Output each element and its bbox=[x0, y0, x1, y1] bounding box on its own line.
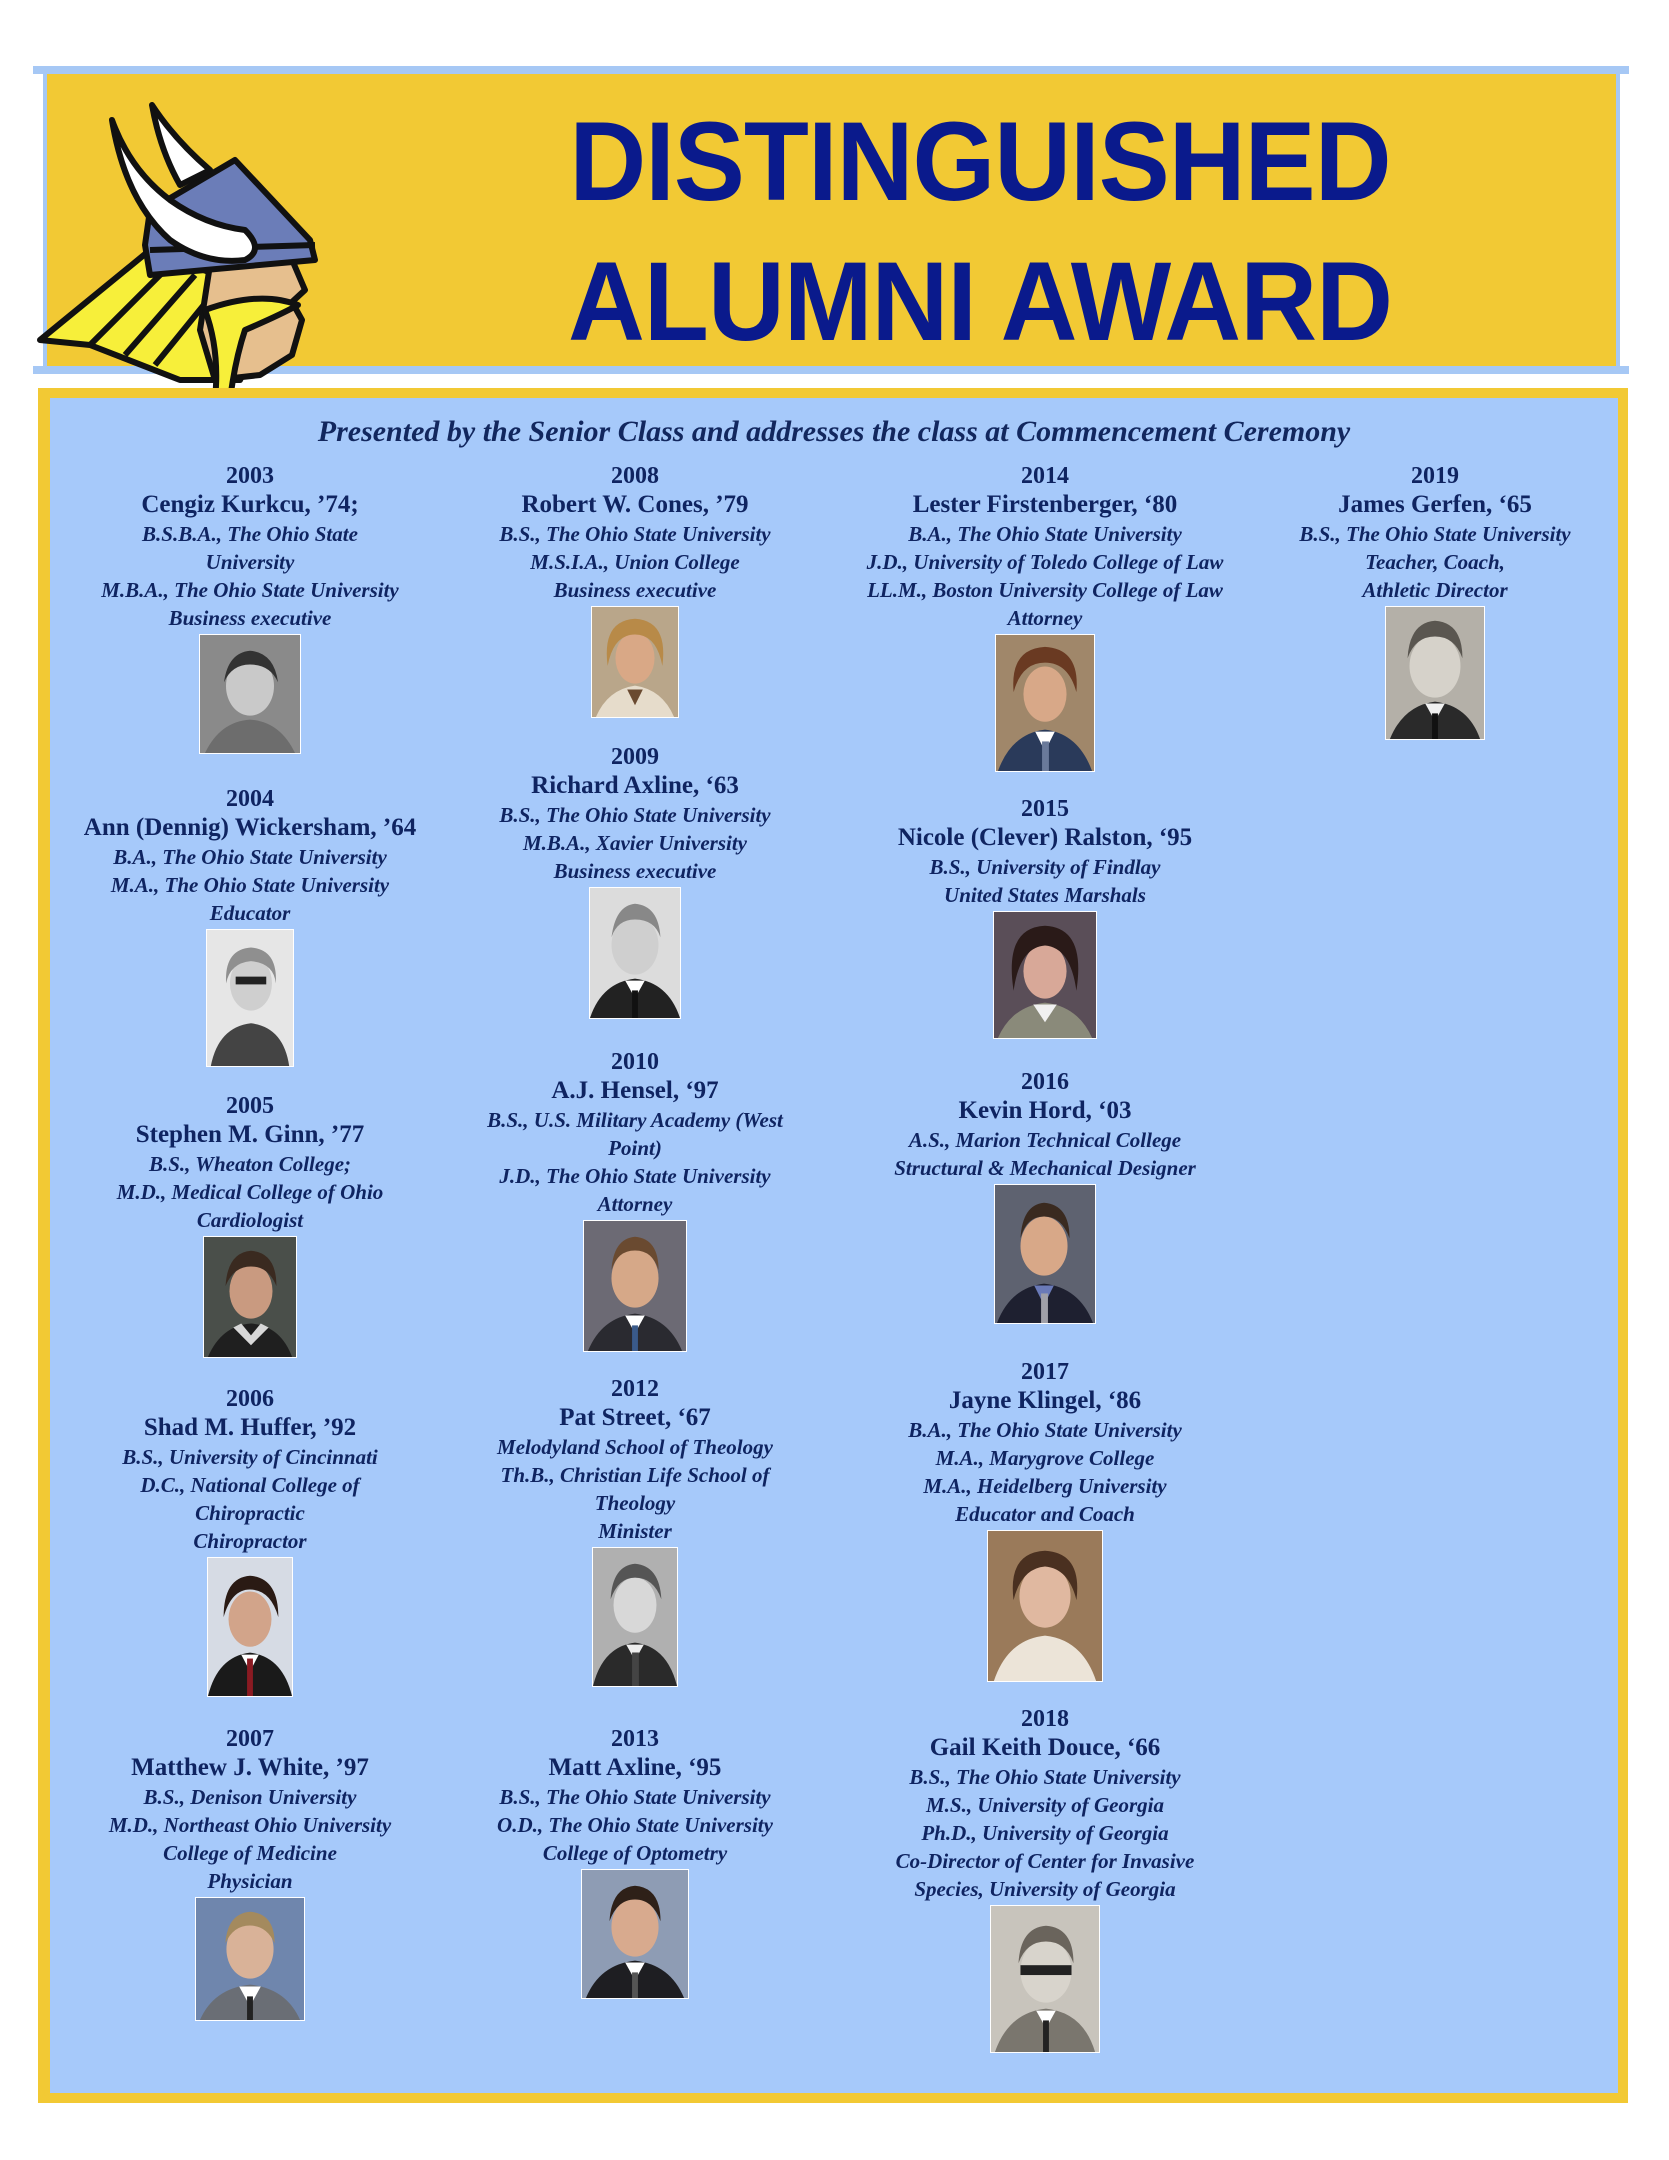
award-entry-2016 bbox=[840, 1068, 1250, 1324]
credential-line: B.S., U.S. Military Academy (West bbox=[487, 1108, 783, 1132]
credential-line: Business executive bbox=[553, 859, 717, 883]
credential-line: Structural & Mechanical Designer bbox=[894, 1156, 1196, 1180]
award-year: 2013 bbox=[611, 1726, 659, 1752]
credential-line: Attorney bbox=[597, 1192, 673, 1216]
credential-line: B.A., The Ohio State University bbox=[908, 522, 1182, 546]
credential-line: B.A., The Ohio State University bbox=[113, 845, 387, 869]
credential-line: Business executive bbox=[168, 606, 332, 630]
credential-line: B.A., The Ohio State University bbox=[908, 1418, 1182, 1442]
credential-line: Attorney bbox=[1007, 606, 1083, 630]
award-year: 2007 bbox=[226, 1726, 274, 1752]
portrait-photo bbox=[990, 1905, 1100, 2053]
award-entry-2008 bbox=[450, 462, 820, 718]
credential-line: Physician bbox=[207, 1869, 293, 1893]
title-line-1: DISTINGUISHED bbox=[569, 99, 1391, 224]
credential-line: LL.M., Boston University College of Law bbox=[867, 578, 1223, 602]
honoree-name: Lester Firstenberger, ‘80 bbox=[912, 491, 1178, 518]
honoree-name: Jayne Klingel, ‘86 bbox=[948, 1387, 1142, 1414]
award-entry-2003 bbox=[60, 462, 440, 754]
award-entry-2018 bbox=[840, 1705, 1250, 2053]
credential-line: Co-Director of Center for Invasive bbox=[895, 1849, 1195, 1873]
award-year: 2004 bbox=[226, 786, 274, 812]
award-entry-2009 bbox=[450, 743, 820, 1019]
award-entry-2019 bbox=[1250, 462, 1620, 740]
portrait-photo bbox=[195, 1897, 305, 2021]
credential-line: M.A., Heidelberg University bbox=[923, 1474, 1167, 1498]
honoree-name: Pat Street, ‘67 bbox=[559, 1404, 711, 1431]
award-year: 2014 bbox=[1021, 463, 1069, 489]
credential-line: B.S., The Ohio State University bbox=[499, 1785, 771, 1809]
honoree-name: James Gerfen, ‘65 bbox=[1338, 491, 1532, 518]
credential-line: Business executive bbox=[553, 578, 717, 602]
award-entry-2005 bbox=[60, 1092, 440, 1358]
credential-line: Point) bbox=[608, 1136, 662, 1160]
credential-line: B.S., Denison University bbox=[143, 1785, 357, 1809]
credential-line: M.D., Medical College of Ohio bbox=[116, 1180, 384, 1204]
credential-line: Th.B., Christian Life School of bbox=[500, 1463, 770, 1487]
honoree-name: Stephen M. Ginn, ’77 bbox=[135, 1121, 365, 1148]
honoree-name: Robert W. Cones, ’79 bbox=[521, 491, 749, 518]
portrait-photo bbox=[589, 887, 681, 1019]
credential-line: M.S.I.A., Union College bbox=[530, 550, 740, 574]
credential-line: B.S., University of Findlay bbox=[929, 855, 1161, 879]
credential-line: Species, University of Georgia bbox=[914, 1877, 1176, 1901]
credential-line: B.S., University of Cincinnati bbox=[122, 1445, 378, 1469]
credential-line: B.S.B.A., The Ohio State bbox=[142, 522, 358, 546]
credential-line: M.B.A., Xavier University bbox=[523, 831, 747, 855]
award-entry-2004 bbox=[60, 785, 440, 1067]
credential-line: Ph.D., University of Georgia bbox=[921, 1821, 1169, 1845]
award-year: 2003 bbox=[226, 463, 274, 489]
credential-line: M.S., University of Georgia bbox=[926, 1793, 1164, 1817]
honoree-name: Richard Axline, ‘63 bbox=[531, 772, 739, 799]
credential-line: Minister bbox=[598, 1519, 672, 1543]
award-year: 2019 bbox=[1411, 463, 1459, 489]
award-entry-2007 bbox=[60, 1725, 440, 2021]
credential-line: Teacher, Coach, bbox=[1365, 550, 1505, 574]
award-year: 2005 bbox=[226, 1093, 274, 1119]
viking-mascot-icon bbox=[30, 80, 340, 400]
award-entry-2013 bbox=[440, 1725, 830, 1999]
portrait-photo bbox=[199, 634, 301, 754]
credential-line: Educator bbox=[209, 901, 291, 925]
award-year: 2010 bbox=[611, 1049, 659, 1075]
portrait-photo bbox=[583, 1220, 687, 1352]
portrait-photo bbox=[993, 911, 1097, 1039]
credential-line: Educator and Coach bbox=[955, 1502, 1135, 1526]
portrait-photo bbox=[994, 1184, 1096, 1324]
banner-top-border bbox=[33, 66, 1629, 74]
credential-line: A.S., Marion Technical College bbox=[908, 1128, 1182, 1152]
credential-line: Chiropractic bbox=[195, 1501, 305, 1525]
credential-line: O.D., The Ohio State University bbox=[497, 1813, 773, 1837]
page-title bbox=[477, 92, 1484, 372]
credential-line: Chiropractor bbox=[193, 1529, 307, 1553]
credential-line: B.S., The Ohio State University bbox=[1299, 522, 1571, 546]
credential-line: Melodyland School of Theology bbox=[497, 1435, 773, 1459]
credential-line: M.A., Marygrove College bbox=[935, 1446, 1155, 1470]
award-year: 2006 bbox=[226, 1386, 274, 1412]
honoree-name: Matt Axline, ‘95 bbox=[548, 1754, 722, 1781]
credential-line: Cardiologist bbox=[196, 1208, 304, 1232]
subtitle: Presented by the Senior Class and addresses the class at Commencement Ceremony bbox=[317, 415, 1351, 448]
portrait-photo bbox=[207, 1557, 293, 1697]
award-entry-2014 bbox=[840, 462, 1250, 772]
credential-line: B.S., The Ohio State University bbox=[499, 522, 771, 546]
award-year: 2017 bbox=[1021, 1359, 1069, 1385]
honoree-name: Cengiz Kurkcu, ’74; bbox=[141, 491, 359, 518]
portrait-photo bbox=[592, 1547, 678, 1687]
award-year: 2016 bbox=[1021, 1069, 1069, 1095]
portrait-photo bbox=[1385, 606, 1485, 740]
honoree-name: Nicole (Clever) Ralston, ‘95 bbox=[897, 824, 1193, 851]
award-year: 2008 bbox=[611, 463, 659, 489]
credential-line: B.S., The Ohio State University bbox=[499, 803, 771, 827]
credential-line: B.S., Wheaton College; bbox=[148, 1152, 352, 1176]
portrait-photo bbox=[581, 1869, 689, 1999]
award-entry-2006 bbox=[60, 1385, 440, 1697]
award-year: 2018 bbox=[1021, 1706, 1069, 1732]
credential-line: D.C., National College of bbox=[140, 1473, 360, 1497]
award-entry-2017 bbox=[840, 1358, 1250, 1682]
honoree-name: Shad M. Huffer, ’92 bbox=[143, 1414, 357, 1441]
award-entry-2012 bbox=[440, 1375, 830, 1687]
award-year: 2015 bbox=[1021, 796, 1069, 822]
honoree-name: Matthew J. White, ’97 bbox=[131, 1754, 369, 1781]
credential-line: Athletic Director bbox=[1362, 578, 1508, 602]
honoree-name: Gail Keith Douce, ‘66 bbox=[929, 1734, 1161, 1761]
title-line-2: ALUMNI AWARD bbox=[568, 239, 1392, 364]
award-year: 2012 bbox=[611, 1376, 659, 1402]
credential-line: M.A., The Ohio State University bbox=[110, 873, 390, 897]
honoree-name: Ann (Dennig) Wickersham, ’64 bbox=[83, 814, 417, 841]
portrait-photo bbox=[206, 929, 294, 1067]
credential-line: M.B.A., The Ohio State University bbox=[101, 578, 399, 602]
credential-line: J.D., The Ohio State University bbox=[499, 1164, 771, 1188]
portrait-photo bbox=[203, 1236, 297, 1358]
credential-line: M.D., Northeast Ohio University bbox=[108, 1813, 392, 1837]
credential-line: University bbox=[205, 550, 295, 574]
credential-line: J.D., University of Toledo College of Law bbox=[866, 550, 1224, 574]
award-entry-2015 bbox=[840, 795, 1250, 1039]
credential-line: United States Marshals bbox=[944, 883, 1146, 907]
credential-line: College of Medicine bbox=[163, 1841, 337, 1865]
honoree-name: Kevin Hord, ‘03 bbox=[958, 1097, 1132, 1124]
award-entry-2010 bbox=[440, 1048, 830, 1352]
honoree-name: A.J. Hensel, ‘97 bbox=[551, 1077, 719, 1104]
portrait-photo bbox=[987, 1530, 1103, 1682]
credential-line: Theology bbox=[594, 1491, 676, 1515]
award-year: 2009 bbox=[611, 744, 659, 770]
portrait-photo bbox=[591, 606, 679, 718]
credential-line: B.S., The Ohio State University bbox=[909, 1765, 1181, 1789]
credential-line: College of Optometry bbox=[542, 1841, 728, 1865]
portrait-photo bbox=[995, 634, 1095, 772]
